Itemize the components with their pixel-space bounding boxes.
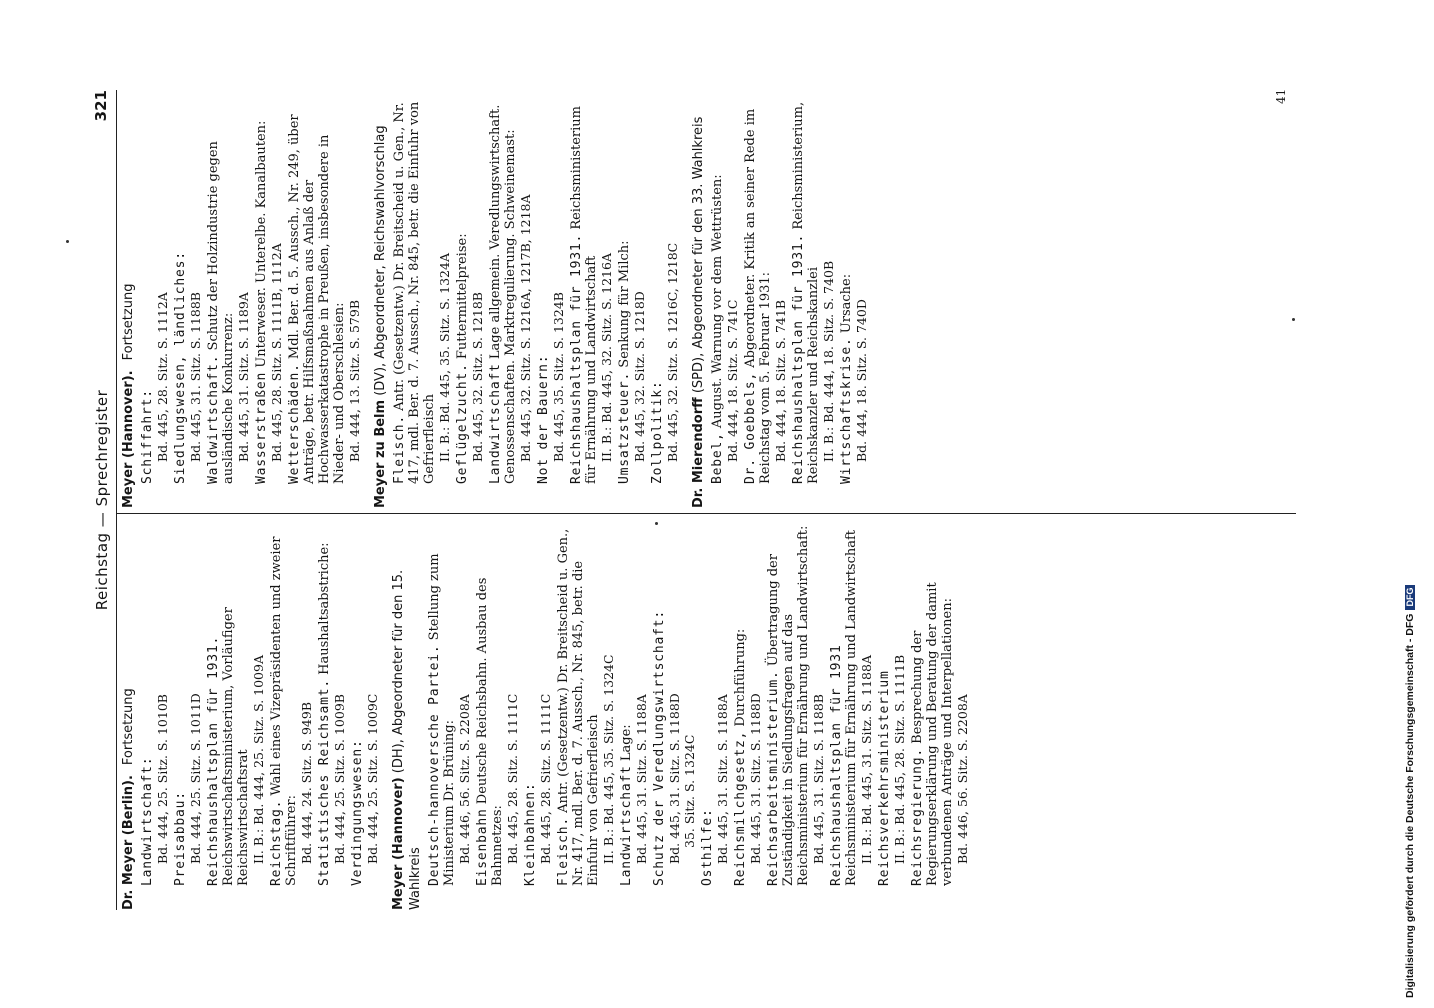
person-heading [372,90,389,508]
topic-label: Zollpolitik: [650,380,665,484]
volume-reference: Bd. 445, 32. Sitz. S. 1216A, 1217B, 1218A [518,194,533,462]
person-heading [120,522,137,910]
topic-label: Reichshaushaltsplan für 1931 [829,644,844,886]
topic-description: Lage: [619,724,634,766]
person-note: (DH), Abgeordneter für den 15. Wahlkreis [391,569,423,910]
topic-label: Eisenbahn [475,808,490,886]
topic-heading [619,522,634,886]
topic-label: Schiffahrt: [140,389,155,484]
topic-label: Landwirtschaft [488,363,503,484]
topic-heading [206,90,236,484]
register-entry [690,90,875,508]
topic-description: Abgeordneter. Kritik an seiner Rede im Reichstag vom 5. Februar 1931: [743,108,773,484]
topic-description: Unterweser. Unterelbe. Kanalbauten: [254,120,269,372]
scan-speck [655,522,658,525]
topic-heading [877,522,892,886]
topic-label: Statistisches Reichsamt. [317,678,332,886]
topic-heading [556,522,601,886]
volume-reference: Bd. 445, 32. Sitz. S. 1218B [470,292,485,462]
volume-reference: 35. Sitz. S. 1324C [682,734,697,848]
person-name: Meyer (Hannover) [391,777,406,910]
signature-mark: 41 [1274,88,1288,104]
person-name: Dr. Mierendorff [691,397,706,508]
topic-label: Reichsverkehrsministerium [877,670,892,886]
topic-label: Geflügelzucht. [455,363,470,484]
volume-reference: Bd. 445, 31. Sitz. S. 1188B [188,292,203,462]
volume-reference: Bd. 445, 31. Sitz. S. 1188A [715,694,730,864]
topic-heading [173,522,188,886]
volume-reference: Bd. 445, 31. Sitz. S. 1189A [236,292,251,462]
topic-description: Reichsministerium für Ernährung und Landwirtschaft [844,529,859,886]
person-name: Dr. Meyer (Berlin). [121,775,136,910]
page-title: Reichstag — Sprechregister [93,389,111,611]
topic-description: Schutz der Holzindustrie gegen ausländische Konkurrenz: [206,141,236,484]
continuation-label: Fortsetzung [121,688,136,766]
register-entry [390,522,976,910]
volume-reference: Bd. 445, 32. Sitz. S. 1218D [632,291,647,462]
topic-heading [173,90,188,484]
topic-heading [287,90,347,484]
person-heading [690,90,707,508]
topic-heading [743,90,773,484]
topic-heading [206,522,251,886]
topic-heading [650,90,665,484]
volume-reference: Bd. 445, 31. Sitz. S. 1188D [748,693,763,864]
topic-label: Reichsregierung. [910,747,925,886]
topic-heading [455,90,470,484]
topic-label: Bebel, [710,432,725,484]
topic-label: Landwirtschaft: [140,756,155,886]
topic-heading [427,522,457,886]
topic-heading [829,522,859,886]
volume-reference: Bd. 444, 18. Sitz. S. 741B [773,299,788,462]
topic-label: Landwirtschaft [619,765,634,886]
topic-heading [766,522,811,886]
topic-label: Siedlungswesen, ländliches: [173,251,188,484]
topic-description: Antr. (Gesetzentw.) Dr. Breitscheid u. Gen., Nr. 417, mdl. Ber. d. 7. Aussch., Nr. 845, betr. die Einfuhr von Gefrierfleisch [556,528,601,886]
volume-reference: Bd. 444, 25. Sitz. S. 1010B [155,694,170,864]
volume-reference: Bd. 444, 18. Sitz. S. 741C [725,299,740,462]
topic-description: Antr. (Gesetzentw.) Dr. Breitscheid u. Gen., Nr. 417, mdl. Ber. d. 7. Aussch., Nr. 845, betr. die Einfuhr von Gefrierfleisch [392,101,437,484]
topic-label: Umsatzsteuer. [617,371,632,484]
continuation-label: Fortsetzung [121,283,136,361]
volume-reference: Bd. 444, 25. Sitz. S. 1009B [332,694,347,864]
topic-label: Wirtschaftskrise. [839,337,854,484]
volume-reference: Bd. 444, 18. Sitz. S. 740D [854,299,869,462]
volume-reference: Bd. 445, 31. Sitz. S. 1188B [811,694,826,864]
person-name: Meyer zu Belm [373,399,388,508]
topic-description: Reichsministerium für Ernährung und Landwirtschaft [569,106,599,484]
volume-reference: Bd. 445, 31. Sitz. S. 1188D [667,693,682,864]
topic-description: Haushaltsabstriche: [317,542,332,679]
volume-reference: Bd. 444, 25. Sitz. S. 1009C [365,693,380,864]
topic-description: Durchführung: [733,628,748,731]
topic-description: Lage allgemein. Veredlungswirtschaft. Genossenschaften. Marktregulierung. Schweinemast: [488,104,518,484]
topic-heading [140,522,155,886]
topic-description: Mdl. Ber. d. 5. Aussch., Nr. 249, über Anträge, betr. Hilfsmaßnahmen aus Anlaß der Hochwasserkatastrophe in Preußen, insbesondere in Nieder- und Oberschlesien: [287,114,347,484]
topic-label: Fleisch. [556,816,571,886]
topic-heading [392,90,437,484]
dfg-logo-icon: DFG [1405,585,1415,610]
volume-reference: Bd. 446, 56. Sitz. S. 2208A [457,694,472,864]
volume-reference: II. B.: Bd. 445, 28. Sitz. S. 1111B [892,654,907,864]
topic-heading [910,522,955,886]
volume-reference: Bd. 445, 32. Sitz. S. 1216C, 1218C [665,242,680,462]
topic-description: Reichsministerium, Reichskanzler und Reichskanzlei [791,101,821,484]
topic-label: Preisabbau: [173,791,188,886]
topic-description: Futtermittelpreise: [455,233,470,364]
person-note: (SPD), Abgeordneter für den 33. Wahlkreis [691,116,706,398]
topic-description: Senkung für Milch: [617,240,632,372]
topic-description: Reichswirtschaftsministerium, Vorläufiger Reichswirtschaftsrat [221,607,251,886]
running-head [92,90,117,910]
topic-label: Wetterschäden. [287,363,302,484]
volume-reference: Bd. 445, 28. Sitz. S. 1111C [505,693,520,864]
topic-heading [733,522,748,886]
topic-label: Reichstag. [269,799,284,886]
topic-heading [254,90,269,484]
topic-label: Reichshaushaltsplan für 1931. [791,233,806,484]
topic-description: Übertragung der Zuständigkeit in Siedlungsfragen auf das Reichsministerium für Ernährung und Landwirtschaft: [766,525,811,886]
register-entry [120,522,386,910]
topic-heading [791,90,821,484]
register-entry [120,90,368,508]
volume-reference: Bd. 444, 13. Sitz. S. 579B [347,299,362,462]
topic-description: August. Warnung vor dem Wettrüsten: [710,174,725,433]
topic-label: Reichshaushaltsplan für 1931. [206,635,221,886]
topic-label: Waldwirtschaft. [206,354,221,484]
volume-reference: Bd. 446, 56. Sitz. S. 2208A [955,694,970,864]
topic-heading [475,522,505,886]
column-divider [116,513,1296,514]
volume-reference: Bd. 444, 24. Sitz. S. 949B [299,701,314,864]
left-column [116,522,1296,910]
topic-heading [536,90,551,484]
volume-reference: Bd. 445, 31. Sitz. S. 1188A [634,694,649,864]
volume-reference: II. B.: Bd. 444, 25. Sitz. S. 1009A [251,655,266,864]
topic-label: Fleisch. [392,414,407,484]
topic-label: Reichshaushaltsplan für 1931. [569,233,584,484]
sponsor-text: Digitalisierung gefördert durch die Deutsche Forschungsgemeinschaft - DFG [1404,613,1416,998]
scan-speck [66,240,69,243]
topic-heading [350,522,365,886]
topic-label: Reichsarbeitsministerium. [766,670,781,886]
person-heading [120,90,137,508]
scan-speck [1292,318,1295,321]
topic-label: Dr. Goebbels, [743,371,758,484]
topic-description: Ursache: [839,273,854,338]
volume-reference: Bd. 445, 28. Sitz. S. 1111B, 1112A [269,243,284,462]
topic-heading [140,90,155,484]
volume-reference: Bd. 444, 25. Sitz. S. 1011D [188,693,203,864]
volume-reference: II. B.: Bd. 445, 32. Sitz. S. 1216A [599,253,614,462]
topic-heading [652,522,667,886]
volume-reference: II. B.: Bd. 445, 35. Sitz. S. 1324C [601,654,616,864]
volume-reference: II. B.: Bd. 444, 18. Sitz. S. 740B [821,260,836,462]
topic-heading [700,522,715,886]
topic-label: Reichsmilchgesetz, [733,730,748,886]
page-number: 321 [92,90,110,122]
topic-heading [569,90,599,484]
sponsor-note [1404,8,1420,1008]
topic-heading [710,90,725,484]
person-name: Meyer (Hannover). [121,370,136,508]
topic-description: Deutsche Reichsbahn. Ausbau des Bahnnetzes: [475,577,505,886]
right-column [116,90,1296,508]
topic-heading [617,90,632,484]
topic-label: Kleinbahnen: [523,782,538,886]
topic-heading [269,522,299,886]
topic-heading [317,522,332,886]
topic-label: Not der Bauern: [536,354,551,484]
volume-reference: II. B.: Bd. 445, 35. Sitz. S. 1324A [437,253,452,462]
topic-description: Stellung zum Ministerium Dr. Brüning: [427,553,457,886]
topic-description: Wahl eines Vizepräsidenten und zweier Schriftführer: [269,536,299,886]
register-page [92,90,1292,910]
volume-reference: Bd. 445, 35. Sitz. S. 1324B [551,292,566,462]
topic-label: Schutz der Veredlungswirtschaft: [652,609,667,886]
volume-reference: Bd. 445, 28. Sitz. S. 1112A [155,292,170,462]
topic-description: Besprechung der Regierungserklärung und Beratung der damit verbundenen Anträge und Interpellationen: [910,582,955,886]
topic-heading [488,90,518,484]
topic-heading [839,90,854,484]
topic-label: Wasserstraßen [254,371,269,484]
person-heading [390,522,424,910]
topic-label: Verdingungswesen: [350,739,365,886]
volume-reference: Bd. 445, 28. Sitz. S. 1111C [538,693,553,864]
register-entry [372,90,686,508]
topic-label: Deutsch-hannoversche Partei. [427,644,442,886]
person-note: (DV), Abgeordneter, Reichswahlvorschlag [373,125,388,400]
topic-label: Osthilfe: [700,808,715,886]
volume-reference: II. B.: Bd. 445, 31. Sitz. S. 1188A [859,655,874,864]
topic-heading [523,522,538,886]
